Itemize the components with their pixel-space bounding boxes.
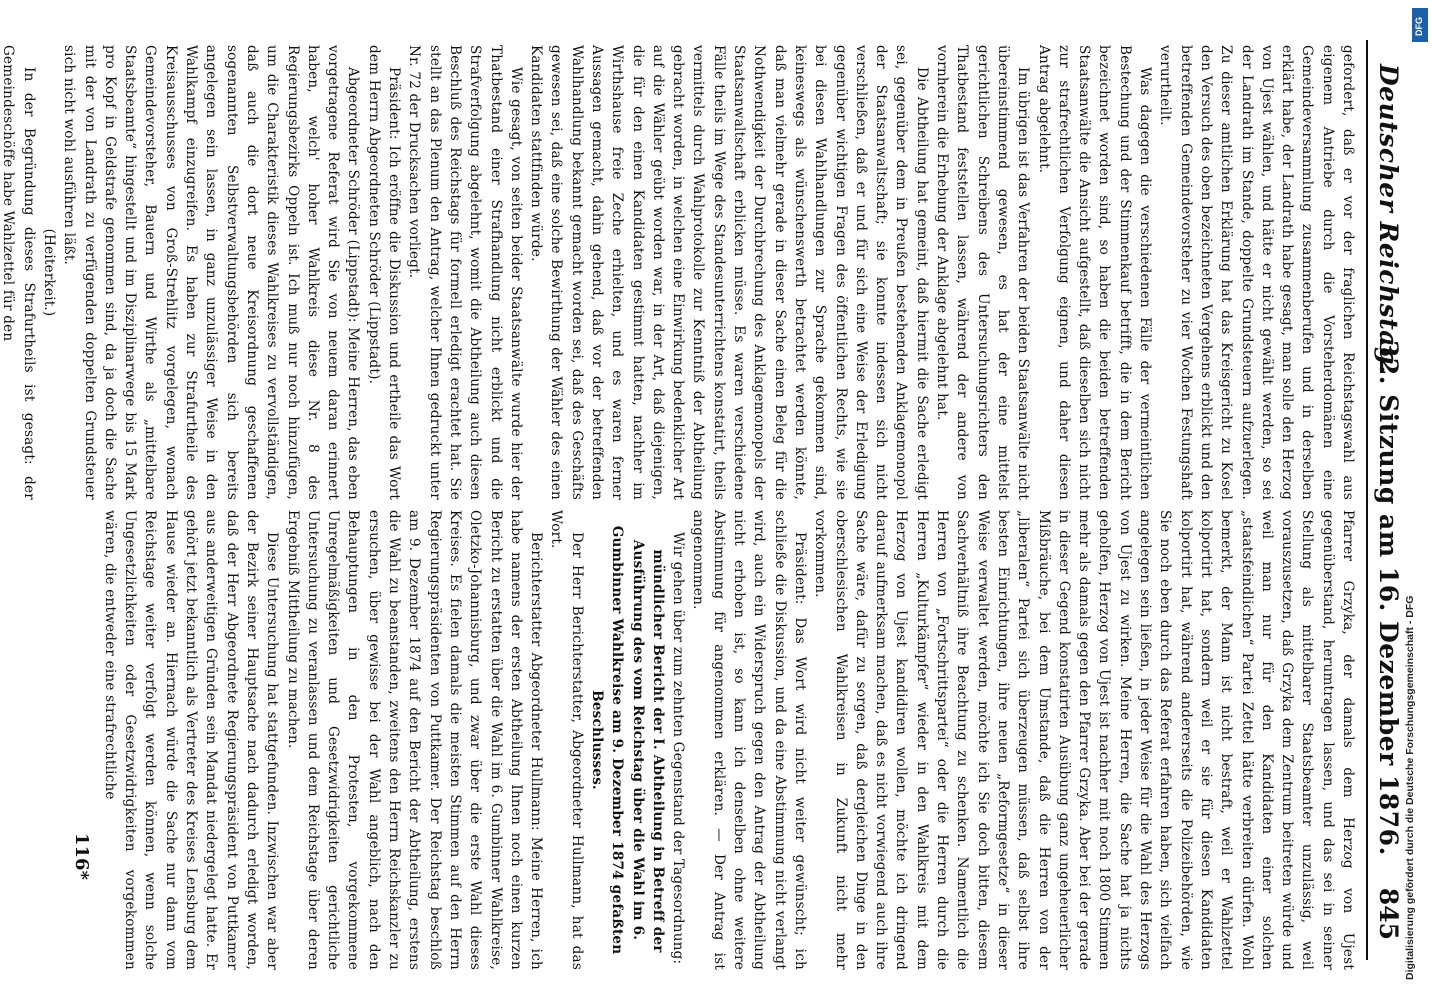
header-title: Deutscher Reichstag. bbox=[1374, 64, 1403, 375]
credit-text: Digitalisierung gefördert durch die Deutsche Forschungsgemeinschaft - DFG bbox=[1404, 595, 1416, 980]
dfg-logo-icon: DFG bbox=[1412, 8, 1428, 42]
right-column bbox=[90, 510, 1358, 970]
page-header bbox=[1366, 40, 1408, 960]
paragraph: Wir gehen über zum zehnten Gegenstand der Tagesordnung: bbox=[670, 532, 687, 965]
paragraph: Wie gesagt, von seiten beider Staatsanwälte wurde hier der Thatbestand einer Strafhandlung nicht erblickt und die Strafverfolgung abgelehnt, womit die Abtheilung auch diesen Beschluß des Reichstags für formell erledigt erachtet hat. Sie stellt an das Plenum den Antrag, welcher Ihnen gedruckt unter Nr. 72 der Drucksachen vorliegt. bbox=[406, 45, 524, 500]
speaker-paragraph: Abgeordneter Schröder (Lippstadt): Meine Herren, das eben vorgetragene Referat wird Sie von neuem daran erinnert haben, welch' hoher Wahlkreis diese Nr. 8 des Regierungsbezirks Oppeln ist. Ich muß nur noch hinzufügen, um die Charakteristik dieses Wahlkreises zu vervollständigen, daß auch die dort neue Kreisordnung geschaffenen sogenannten Selbstverwaltungsbehörden sich bereits angelegen sein lassen, in ganz unzulässiger Weise in den Wahlkampf einzugreifen. Es haben zur Strafurtheile des Kreisausschusses von Groß-Strehlitz vorgelegen, wonach Gemeindevorsteher, Bauern und Wirthe als „mittelbare Staatsbeamte“ hingestellt und im Disziplinarwege bis 15 Mark pro Kopf in Geldstrafe genommen sind, da ja doch die Sache mit der von Landrath zu verfügenden doppelten Grundsteuer sich nicht wohl ausführen läßt. bbox=[61, 45, 362, 500]
paragraph: Im übrigen ist das Verfahren der beiden Staatsanwälte nicht übereinstimmend gewesen, es hat der eine mittelst gerichtlichen Schreibens des Untersuchungsrichters den Thatbestand feststellen lassen, während der andere von vornherein die Erhebung der Anklage abgelehnt hat. bbox=[934, 45, 1032, 500]
paragraph: Pfarrer Grzyka, der damals dem Herzog von Ujest gegenüberstand, herumtragen lassen, und das sei in seiner Stellung als mittelbarer Staatsbeamter unzulässig, weil vorauszusetzen, daß Grzyka dem Zentrum beitreten würde und weil man nur für den Kandidaten einer solchen „staatsfeindlichen“ Partei Zettel hätte verbreiten dürfen. Wohl bemerkt, der Mann ist nicht bestraft, weil er Wahlzettel kolportirt hat, sondern weil er sie für diesen Kandidaten kolportirt hat, während andererseits die Polizeibehörden, wie Sie noch eben durch das Referat erfahren haben, sich vielfach angelegen sein ließen, in jeder Weise für die Wahl des Herzogs von Ujest zu wirken. Meine Herren, die Sache hat ja nichts geholfen, Herzog von Ujest ist nachher mit noch 1800 Stimmen mehr als damals gegen den Pfarrer Grzyka. Aber bei der gerade in dieser Gegend konstatirten Ausübung ganz ungeheuerlicher Mißbräuche, bei dem Umstande, daß die Herren von der „liberalen“ Partei sich überzeugen müssen, daß selbst ihre besten Einrichtungen, ihre neuen „Reformgesetze“ in dieser Weise verwaltet werden, möchte ich Sie doch bitten, diesem Sachverhältniß ihre Beachtung zu schenken. Namentlich die Herren von „Fortschrittspartei“ oder die Herren durch die Herren „Kulturkämpfer“ wieder in den Wahlkreis mit dem Herzog von Ujest kandidiren wollen, möchte ich dringend darauf aufmerksam machen, daß es nicht vorwiegend auch ihre Sache wäre, dafür zu sorgen, daß dergleichen Dinge in den oberschlesischen Wahlkreisen in Zukunft nicht mehr vorkommen. bbox=[812, 510, 1356, 970]
speaker-paragraph: Präsident: Das Wort wird nicht weiter gewünscht; ich schließe die Diskussion, und da eine Abstimmung nicht verlangt wird, auch ein Widerspruch gegen den Antrag der Abtheilung nicht erhoben ist, so kann ich denselben ohne weitere Abstimmung für angenommen erklären. — Der Antrag ist angenommen. bbox=[690, 510, 808, 970]
header-session: 32. Sitzung am 16. Dezember 1876. bbox=[1374, 340, 1403, 856]
paragraph: Der Herr Berichterstatter, Abgeordneter Hullmann, hat das Wort. bbox=[548, 510, 585, 970]
signature-mark: 116* bbox=[71, 833, 92, 880]
agenda-headline: mündlicher Bericht der I. Abtheilung in Betreff der Ausführung des vom Reichstag über die Wahl im 6. Gumbinner Wahlkreise am 9. Dezember 1874 gefaßten Beschlusses. bbox=[589, 525, 666, 955]
speaker-paragraph: Präsident: Ich eröffne die Diskussion und ertheile das Wort dem Herrn Abgeordneten Schröder (Lippstadt). bbox=[365, 45, 403, 500]
paragraph: gefordert, daß er vor der fraglichen Reichstagswahl aus eigenem Antriebe durch die Vorsteherdomänen eine Gemeindeversammlung zusammenberufen und in derselben erklärt habe, der Landrath habe gesagt, man solle den Herzog von Ujest wählen, und hätte er nicht gewählt werden, so sei der Landrath im Stande, doppelte Grundsteuern aufzuerlegen. Zu dieser amtlichen Erklärung hat das Kreisgericht zu Kosel den Versuch des oben bezeichneten Vergehens erblickt und den betreffenden Gemeindevorsteher zu vier Wochen Festungshaft verurtheilt. bbox=[1157, 45, 1356, 500]
interjection: (Heiterkeit.) bbox=[41, 228, 57, 317]
left-column bbox=[0, 45, 1358, 500]
paragraph: Diese Untersuchung hat stattgefunden. Inzwischen war aber der Bezirk seiner Hauptsache nach dadurch erledigt worden, daß der Herr Abgeordnete Regierungspräsident von Puttkamer aus anderweitigen Gründen sein Mandat niedergelegt hatte. Er gehört jetzt bekanntlich als Vertreter des Kreises Lensburg dem Hause wieder an. Hiernach würde die Sache nur dann vom Reichstage weiter verfolgt werden können, wenn solche Ungesetzlichkeiten oder Gesetzwidrigkeiten vorgekommen wären, die entweder eine strafrechtliche bbox=[101, 510, 281, 970]
paragraph: In der Begründung dieses Strafurtheils ist gesagt: der Gemeindeschöffe habe Wahlzettel für den bbox=[0, 45, 37, 500]
page-number: 845 bbox=[1374, 887, 1403, 940]
speaker-paragraph: Berichterstatter Abgeordneter Hullmann: Meine Herren, ich habe namens der ersten Abtheilung Ihnen noch einen kurzen Bericht zu erstatten über die Wahl im 6. Gumbinner Wahlkreise, Oletzko-Johannisburg, und zwar über die erste Wahl dieses Kreises. Es fielen damals die meisten Stimmen auf den Herrn Regierungspräsidenten von Puttkamer. Der Reichstag beschloß am 9. Dezember 1874 auf den Bericht der Abtheilung, erstens die Wahl zu beanstanden, zweitens den Herrn Reichskanzler zu ersuchen, über gewisse bei der Wahl angeblich, nach den Behauptungen in den Protesten, vorgekommene Unregelmäßigkeiten und Gesetzwidrigkeiten gerichtliche Untersuchung zu veranlassen und dem Reichstage über deren Ergebniß Mittheilung zu machen. bbox=[284, 510, 545, 970]
paragraph: Was dagegen die verschiedenen Fälle der vermeintlichen Bestechung und der Stimmenkauf betrifft, die in dem Bericht bezeichnet worden sind, so haben die beiden betreffenden Staatsanwälte die Ansicht aufgestellt, daß dieselben sich nicht zur strafrechtlichen Verfolgung eignen, und daher diesen Antrag abgelehnt. bbox=[1035, 45, 1154, 500]
paragraph: Die Abtheilung hat gemeint, daß hiermit die Sache erledigt sei, gegenüber dem in Preußen bestehenden Anklagemonopol der Staatsanwaltschaft; sie konnte indessen sich nicht verschließen, daß er und für sich eine Weise der Erledigung gegenüber wichtigen Fragen des öffentlichen Rechts, wie sie bei diesen Wahlhandlungen zur Sprache gekommen sind, keineswegs als wünschenswerth betrachtet werden könnte, daß man vielmehr gerade in dieser Sache einen Beleg für die Nothwendigkeit der Durchbrechung des Anklagemonopols der Staatsanwaltschaft erblicken müsse. Es waren verschiedene Fälle theils im Wege des Standesunterrichtens konstatirt, theils vermittels durch Wahlprotokolle zur Kenntniß der Abtheilung gebracht worden, in welchen eine Einwirkung bedenklicher Art auf die Wähler geübt worden war, in der Art, daß diejenigen, die für den einen Kandidaten gestimmt hatten, nachher im Wirthshause freie Zeche erhielten, und es waren ferner Aussagen gemacht, dahin gehend, daß vor der betreffenden Wahlhandlung bekannt gemacht worden sei, daß des Geschäfts gewesen sei, daß eine solche Bewirthung der Wähler des einen Kandidaten stattfinden würde. bbox=[528, 45, 930, 500]
